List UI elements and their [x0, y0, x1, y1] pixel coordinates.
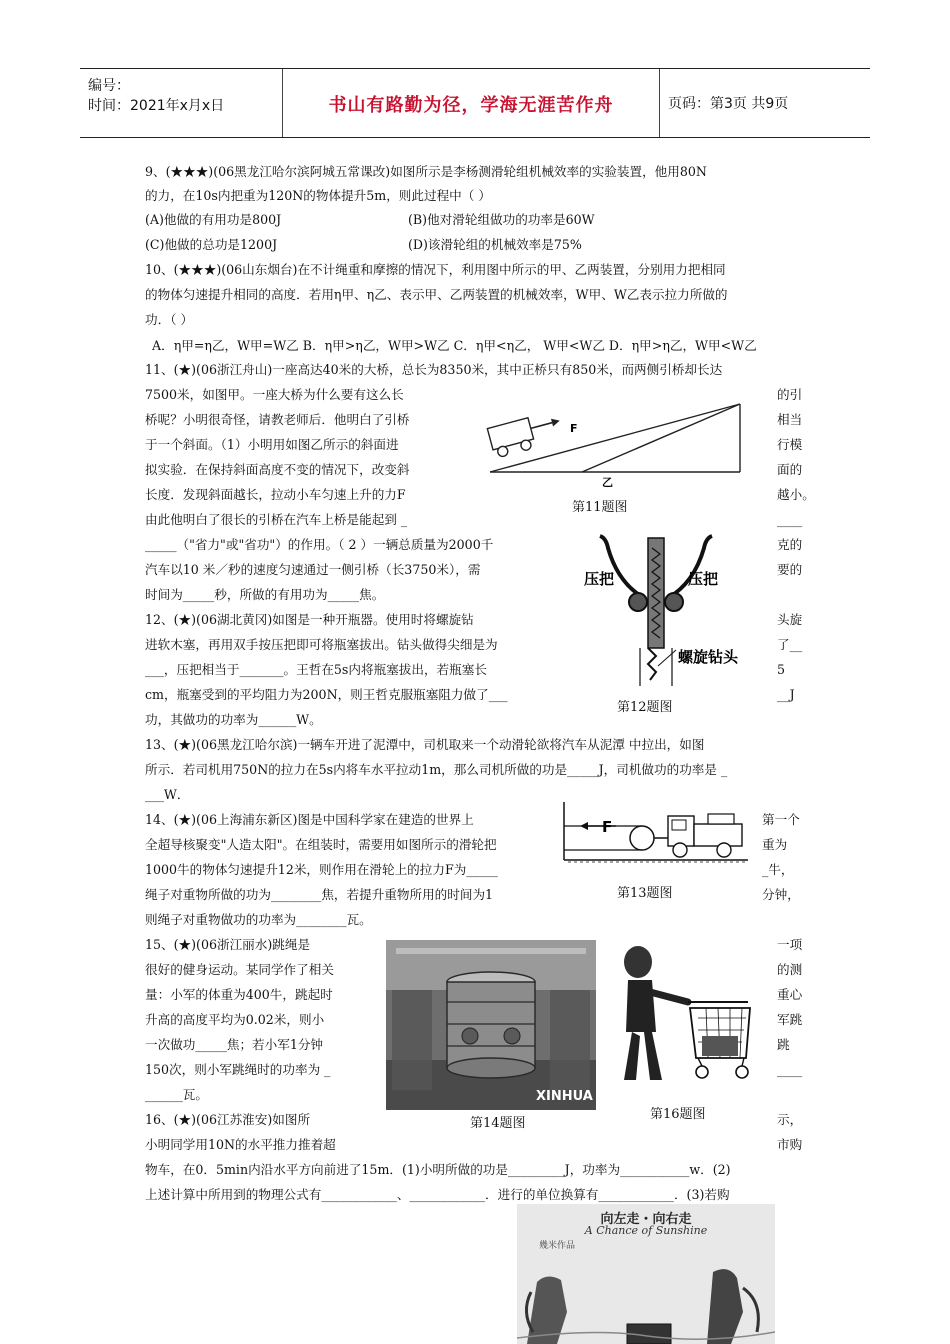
- q14-line-3: 1000牛的物体匀速提升12米，则作用在滑轮上的拉力F为_____: [145, 862, 498, 877]
- figure-14-caption: 第14题图: [470, 1116, 526, 1131]
- poster-author: 幾米作品: [539, 1241, 576, 1251]
- q9-option-a: (A)他做的有用功是800J: [145, 212, 282, 227]
- q16-line-2: 小明同学用10N的水平推力推着超: [145, 1137, 336, 1152]
- q12-line-5: 功，其做功的功率为______W。: [145, 712, 322, 727]
- q11-line-5-tail: 面的: [777, 462, 803, 477]
- left-lever: [600, 536, 644, 598]
- head: [624, 946, 652, 978]
- q15-line-7: ______瓦。: [145, 1087, 208, 1102]
- q9-line-2: 的力，在10s内把重为120N的物体提升5m，则此过程中（ ）: [145, 188, 491, 203]
- motto: 书山有路勤为径，学海无涯苦作舟: [328, 95, 614, 116]
- q11-line-7-tail: ____: [777, 512, 803, 527]
- q16-line-1: 16、(★)(06江苏淮安)如图所: [145, 1112, 311, 1127]
- left-leg: [624, 1032, 640, 1080]
- right-figure: [707, 1269, 743, 1344]
- spiral-drill-label: 螺旋钻头: [678, 648, 739, 666]
- right-lever: [668, 536, 712, 598]
- q11-line-4: 于一个斜面。（1）小明用如图乙所示的斜面进: [145, 437, 399, 452]
- figure-11-caption: 第11题图: [572, 500, 628, 515]
- q9-option-b: (B)他对滑轮组做功的功率是60W: [408, 212, 595, 227]
- q11-line-3: 桥呢？小明很奇怪，请教老师后．他明白了引桥: [145, 412, 410, 427]
- torso: [626, 980, 656, 1032]
- spiral-drill: [648, 648, 656, 680]
- right-leg: [644, 1032, 662, 1080]
- incline-shallow-line: [582, 404, 740, 472]
- q11-line-3-tail: 相当: [777, 412, 803, 427]
- q14-line-2: 全超导核聚变"人造太阳"。在组装时，需要用如图所示的滑轮把: [145, 837, 497, 852]
- q15-line-1: 15、(★)(06浙江丽水)跳绳是: [145, 937, 311, 952]
- q14-line-1: 14、(★)(06上海浦东新区)图是中国科学家在建造的世界上: [145, 812, 474, 827]
- q10-line-1: 10、(★★★)(06山东烟台)在不计绳重和摩擦的情况下，利用图中所示的甲、乙两装置，分别用力把相同: [145, 262, 726, 277]
- q11-line-5: 拟实验．在保持斜面高度不变的情况下，改变斜: [145, 462, 410, 477]
- bottle-neck: [640, 648, 672, 686]
- figure-14-fusion-reactor-photo: [386, 940, 596, 1110]
- q12-line-1-tail: 头旋: [777, 612, 803, 627]
- q12-line-3-tail: 5: [777, 662, 786, 677]
- q12-line-4: cm，瓶塞受到的平均阻力为200N，则王哲克服瓶塞阻力做了___: [145, 687, 508, 702]
- q14-line-5: 则绳子对重物做功的功率为________瓦。: [145, 912, 372, 927]
- q9-option-c: (C)他做的总功是1200J: [145, 237, 278, 252]
- q12-line-2: 进软木塞，再用双手按压把即可将瓶塞拔出。钻头做得尖细是为: [145, 637, 498, 652]
- q15-line-6-tail: ____: [777, 1062, 803, 1077]
- q11-line-1: 11、(★)(06浙江舟山)一座高达40米的大桥，总长为8350米，其中正桥只有850米，而两侧引桥却长达: [145, 362, 723, 377]
- xinhua-watermark: XINHUA: [536, 1089, 593, 1104]
- figure-12-bottle-opener: [578, 528, 748, 688]
- figure-11-incline: [482, 396, 754, 488]
- q11-line-8-tail: 克的: [777, 537, 803, 552]
- q13-line-1: 13、(★)(06黑龙江哈尔滨)一辆车开进了泥潭中，司机取来一个动滑轮欲将汽车从泥潭 中拉出，如图: [145, 737, 705, 752]
- q11-line-9: 汽车以10 米／秒的速度匀速通过一侧引桥（长3750米），需: [145, 562, 481, 577]
- q15-line-2: 很好的健身运动。某同学作了相关: [145, 962, 334, 977]
- q11-line-6: 长度．发现斜面越长，拉动小车匀速上升的力F: [145, 487, 406, 502]
- poster-illustration: [517, 1204, 775, 1344]
- page-number: 页码：第3页 共9页: [668, 96, 789, 112]
- q12-line-3: ___，压把相当于_______。王哲在5s内将瓶塞拔出，若瓶塞长: [145, 662, 487, 677]
- q11-line-4-tail: 行模: [777, 437, 803, 452]
- q15-line-3-tail: 重心: [777, 987, 803, 1002]
- q16-line-3: 物车，在0．5min内沿水平方向前进了15m．(1)小明所做的功是_________J，功率为___________w．(2): [145, 1162, 731, 1177]
- q15-line-5: 一次做功_____焦；若小军1分钟: [145, 1037, 324, 1052]
- header-motto-cell: [282, 69, 660, 137]
- q15-line-6: 150次，则小军跳绳时的功率为 _: [145, 1062, 331, 1077]
- press-lever-left-label: 压把: [584, 570, 615, 588]
- arm: [650, 992, 688, 1002]
- q15-line-3: 量：小军的体重为400牛，跳起时: [145, 987, 333, 1002]
- q11-line-7: 由此他明白了很长的引桥在汽车上桥是能起到 _: [145, 512, 408, 527]
- q14-line-2-tail: 重为: [762, 837, 788, 852]
- header-page-cell: [658, 69, 870, 137]
- poster-subtitle: A Chance of Sunshine: [584, 1224, 708, 1237]
- reactor-vessel: [447, 982, 535, 1068]
- q13-line-2: 所示．若司机用750N的拉力在5s内将车水平拉动1m，那么司机所做的功是_____J，司机做功的功率是 _: [145, 762, 728, 777]
- q12-line-4-tail: __J: [777, 687, 795, 702]
- figure-13-caption: 第13题图: [617, 886, 673, 901]
- q10-line-2: 的物体匀速提升相同的高度．若用η甲、η乙、表示甲、乙两装置的机械效率，W甲、W乙表示拉力所做的: [145, 287, 728, 302]
- q15-line-2-tail: 的测: [777, 962, 803, 977]
- press-lever-right-label: 压把: [688, 570, 719, 588]
- q15-line-4: 升高的高度平均为0.02米，则小: [145, 1012, 325, 1027]
- q15-line-1-tail: 一项: [777, 937, 803, 952]
- poster-title: 向左走・向右走: [600, 1212, 692, 1227]
- force-label-f: F: [602, 818, 613, 836]
- q16-line-2-tail: 市购: [777, 1137, 803, 1152]
- cart: [487, 410, 565, 459]
- page-header: [80, 68, 870, 138]
- q11-line-2: 7500米，如图甲。一座大桥为什么要有这么长: [145, 387, 404, 402]
- q9-option-d: (D)该滑轮组的机械效率是75%: [408, 237, 582, 252]
- q12-line-1: 12、(★)(06湖北黄冈)如图是一种开瓶器。使用时将螺旋钻: [145, 612, 474, 627]
- q16-line-4: 上述计算中所用到的物理公式有____________、____________．进行的单位换算有____________．(3)若购: [145, 1187, 730, 1202]
- q11-line-9-tail: 要的: [777, 562, 803, 577]
- truck: [668, 814, 742, 857]
- q13-line-3: ___W．: [145, 787, 190, 802]
- time-label: 时间：2021年x月x日: [88, 98, 225, 114]
- q14-line-3-tail: _牛，: [762, 862, 794, 877]
- q14-line-1-tail: 第一个: [762, 812, 800, 827]
- force-label-f: F: [570, 422, 578, 435]
- poster-figures: [517, 1252, 775, 1344]
- q11-line-10: 时间为_____秒，所做的有用功为_____焦。: [145, 587, 385, 602]
- figure-16-shopping-cart: [610, 940, 760, 1094]
- q15-line-5-tail: 跳: [777, 1037, 790, 1052]
- number-label: 编号：: [88, 78, 130, 94]
- figure-13-truck-pulley: [558, 798, 753, 872]
- q14-line-4-tail: 分钟，: [762, 887, 800, 902]
- q11-line-2-tail: 的引: [777, 387, 803, 402]
- q14-line-4: 绳子对重物所做的功为________焦，若提升重物所用的时间为1: [145, 887, 494, 902]
- figure-16-caption: 第16题图: [650, 1107, 706, 1122]
- q11-line-8: _____（"省力"或"省功"）的作用。（ 2 ）一辆总质量为2000千: [145, 537, 494, 552]
- q16-line-1-tail: 示，: [777, 1112, 803, 1127]
- figure-12-caption: 第12题图: [617, 700, 673, 715]
- q11-line-6-tail: 越小。: [777, 487, 815, 502]
- q12-line-2-tail: 了__: [777, 637, 803, 652]
- header-meta: [80, 69, 282, 137]
- incline-label: 乙: [602, 476, 613, 488]
- q10-line-3: 功．（ ）: [145, 312, 194, 327]
- pulley-wheel: [630, 826, 654, 850]
- q10-options: A．η甲=η乙，W甲=W乙 B．η甲>η乙，W甲>W乙 C．η甲<η乙， W甲<W乙 D．η甲>η乙，W甲<W乙: [152, 338, 757, 353]
- q9-line-1: 9、(★★★)(06黑龙江哈尔滨阿城五常课改)如图所示是李杨测滑轮组机械效率的实验装置，他用80N: [145, 164, 707, 179]
- q15-line-4-tail: 军跳: [777, 1012, 803, 1027]
